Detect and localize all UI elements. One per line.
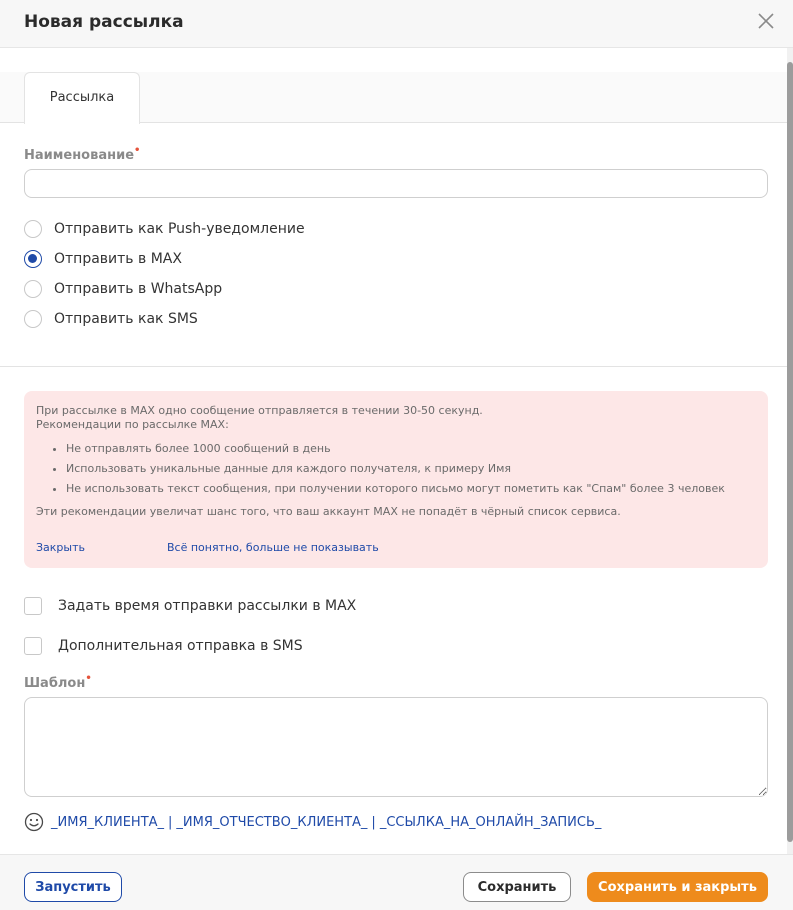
- max-recommendations-alert: [24, 391, 768, 568]
- radio-max[interactable]: [24, 249, 182, 269]
- save-and-close-button[interactable]: Сохранить и закрыть: [587, 872, 768, 902]
- schedule-checkbox[interactable]: [24, 597, 42, 615]
- variable-client-name[interactable]: _ИМЯ_КЛИЕНТА_: [51, 814, 165, 830]
- variable-online-booking-link[interactable]: _ССЫЛКА_НА_ОНЛАЙН_ЗАПИСЬ_: [379, 814, 602, 830]
- variable-client-name-patronymic[interactable]: _ИМЯ_ОТЧЕСТВО_КЛИЕНТА_: [176, 814, 368, 830]
- name-label: [24, 145, 141, 163]
- smiley-icon[interactable]: [24, 812, 44, 832]
- radio-button[interactable]: [24, 280, 42, 298]
- alert-list-item: • Не отправлять более 1000 сообщений в день: [66, 439, 756, 459]
- template-variables: [24, 812, 601, 832]
- tab-bar: [0, 72, 787, 123]
- name-input[interactable]: [24, 169, 768, 198]
- alert-never-show-link[interactable]: Всё понятно, больше не показывать: [167, 541, 379, 554]
- radio-label: Отправить в MAX: [54, 251, 182, 267]
- radio-push[interactable]: [24, 219, 305, 239]
- required-marker: •: [134, 145, 141, 156]
- alert-footer-text: Эти рекомендации увеличат шанс того, что ваш аккаунт MAX не попадёт в чёрный список сервиса.: [36, 505, 621, 518]
- name-label-text: Наименование: [24, 148, 135, 163]
- alert-list-item: • Использовать уникальные данные для каждого получателя, к примеру Имя: [66, 459, 756, 479]
- alert-line-2: Рекомендации по рассылке MAX:: [36, 418, 229, 431]
- required-marker: •: [85, 673, 92, 684]
- dialog-footer: [0, 854, 793, 910]
- radio-whatsapp[interactable]: [24, 279, 222, 299]
- dialog-header: [0, 0, 793, 48]
- variable-separator: |: [371, 814, 376, 830]
- close-icon[interactable]: [755, 10, 777, 32]
- alert-close-link[interactable]: Закрыть: [36, 541, 85, 554]
- extra-sms-option[interactable]: [24, 636, 303, 656]
- radio-sms[interactable]: [24, 309, 198, 329]
- radio-button-checked[interactable]: [24, 250, 42, 268]
- variable-separator: |: [168, 814, 173, 830]
- template-label: [24, 673, 92, 691]
- template-textarea[interactable]: [24, 697, 768, 797]
- section-divider: [0, 366, 787, 367]
- radio-label: Отправить как SMS: [54, 311, 198, 327]
- schedule-label: Задать время отправки рассылки в MAX: [58, 598, 357, 614]
- radio-button[interactable]: [24, 310, 42, 328]
- schedule-option[interactable]: [24, 596, 356, 616]
- template-label-text: Шаблон: [24, 676, 86, 691]
- scrollbar[interactable]: [787, 48, 793, 854]
- extra-sms-label: Дополнительная отправка в SMS: [58, 638, 303, 654]
- tab-mailing[interactable]: Рассылка: [24, 72, 140, 124]
- alert-list: [66, 439, 756, 499]
- alert-list-item: • Не использовать текст сообщения, при получении которого письмо могут пометить как "Спам" более 3 человек: [66, 479, 756, 499]
- run-button[interactable]: Запустить: [24, 872, 122, 902]
- extra-sms-checkbox[interactable]: [24, 637, 42, 655]
- alert-line-1: При рассылке в MAX одно сообщение отправляется в течении 30-50 секунд.: [36, 404, 483, 417]
- radio-label: Отправить как Push-уведомление: [54, 221, 305, 237]
- dialog-body: [0, 48, 787, 854]
- dialog-title: Новая рассылка: [24, 12, 184, 32]
- radio-label: Отправить в WhatsApp: [54, 281, 223, 297]
- scrollbar-thumb[interactable]: [787, 62, 793, 842]
- save-button[interactable]: Сохранить: [463, 872, 571, 902]
- radio-button[interactable]: [24, 220, 42, 238]
